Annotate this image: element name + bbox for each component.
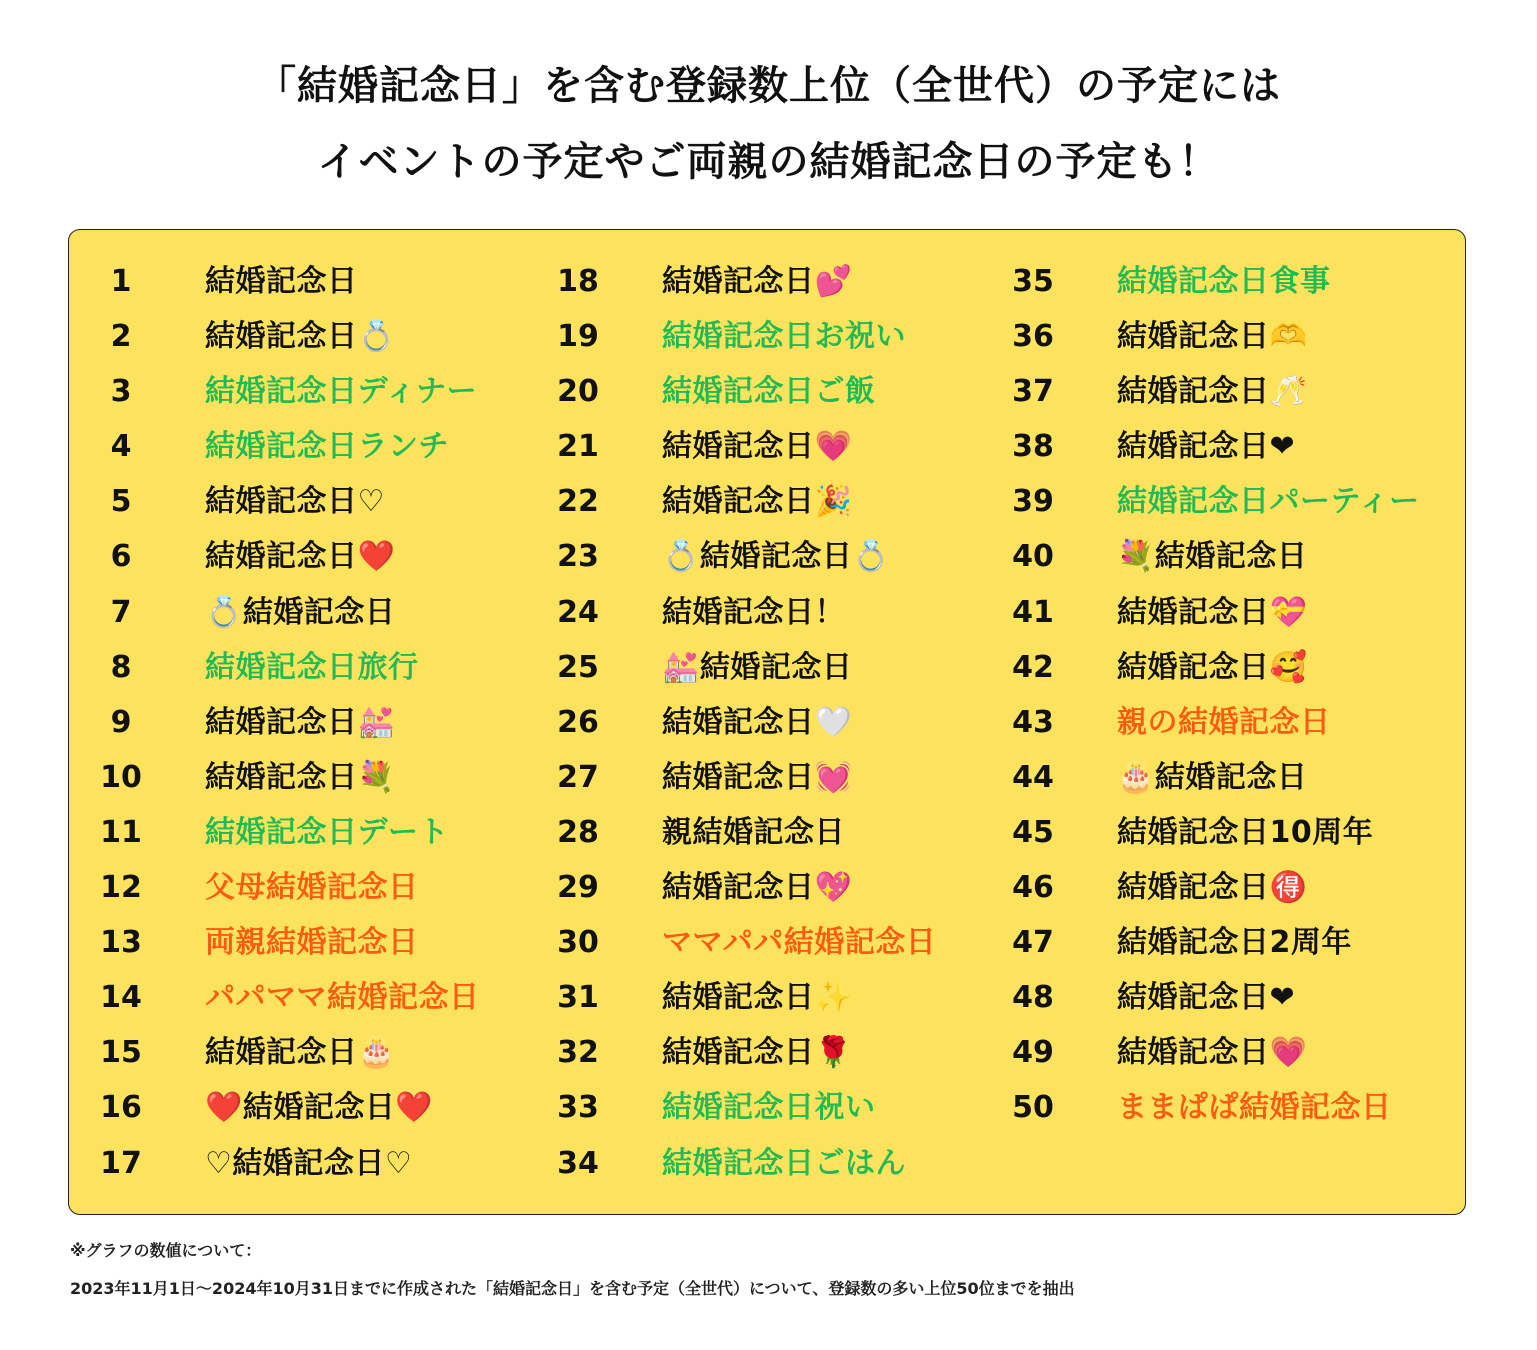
rank-label: 結婚記念日: [205, 264, 358, 299]
ranking-item: [69, 585, 519, 640]
rank-number: 15: [100, 1035, 142, 1071]
rank-label: 結婚記念日パーティー: [1117, 484, 1420, 520]
ranking-item: [981, 750, 1431, 805]
ranking-item: [526, 640, 976, 695]
rank-number: 46: [1012, 870, 1054, 906]
rank-number: 4: [110, 429, 132, 465]
rank-number: 24: [557, 594, 599, 630]
rank-label: 結婚記念日💒: [205, 704, 396, 740]
rank-number: 18: [557, 264, 599, 299]
rank-label: 結婚記念日旅行: [205, 649, 419, 685]
rank-label: 🎂結婚記念日: [1117, 759, 1308, 795]
rank-number: 8: [110, 649, 132, 685]
rank-label: 結婚記念日10周年: [1117, 814, 1374, 850]
rank-number: 6: [110, 539, 132, 575]
rank-number: 20: [557, 374, 599, 410]
rank-number: 35: [1012, 264, 1054, 299]
ranking-item: [981, 805, 1431, 860]
rank-number: 10: [100, 759, 142, 795]
ranking-item: [526, 585, 976, 640]
ranking-item: [69, 1080, 519, 1135]
ranking-item: [981, 970, 1431, 1025]
rank-label: 結婚記念日❤: [1117, 429, 1296, 465]
ranking-item: [69, 309, 519, 364]
ranking-item: [69, 474, 519, 529]
ranking-item: [526, 750, 976, 805]
rank-label: 親の結婚記念日: [1117, 704, 1331, 740]
rank-number: 47: [1012, 925, 1054, 961]
rank-number: 5: [110, 484, 132, 520]
ranking-item: [526, 1136, 976, 1191]
ranking-item: [526, 970, 976, 1025]
rank-label: 結婚記念日💗: [662, 429, 853, 465]
rank-number: 36: [1012, 319, 1054, 355]
footnote-heading: ※グラフの数値について：: [70, 1241, 262, 1260]
rank-label: 結婚記念日💖: [662, 870, 853, 906]
headline-line-2: イベントの予定やご両親の結婚記念日の予定も！: [317, 139, 1220, 185]
rank-label: 結婚記念日🌹: [662, 1035, 853, 1071]
ranking-item: [69, 640, 519, 695]
rank-label: 結婚記念日🥂: [1117, 374, 1308, 410]
ranking-item: [69, 970, 519, 1025]
ranking-item: [981, 640, 1431, 695]
ranking-panel: [68, 229, 1466, 1215]
rank-number: 21: [557, 429, 599, 465]
rank-number: 12: [100, 870, 142, 906]
rank-label: 結婚記念日💐: [205, 759, 396, 795]
ranking-item: [981, 529, 1431, 584]
rank-number: 19: [557, 319, 599, 355]
rank-label: 結婚記念日💓: [662, 759, 853, 795]
rank-label: 結婚記念日💝: [1117, 594, 1308, 630]
ranking-item: [981, 695, 1431, 750]
rank-label: 結婚記念日ディナー: [205, 374, 478, 410]
ranking-item: [981, 1080, 1431, 1135]
ranking-item: [69, 695, 519, 750]
ranking-item: [981, 860, 1431, 915]
ranking-item: [69, 750, 519, 805]
rank-label: 結婚記念日ごはん: [662, 1145, 906, 1181]
rank-number: 11: [100, 814, 142, 850]
ranking-item: [69, 1136, 519, 1191]
rank-label: 結婚記念日🤍: [662, 704, 853, 740]
rank-label: 結婚記念日💕: [662, 264, 853, 299]
rank-number: 25: [557, 649, 599, 685]
footnote-description: 2023年11月1日～2024年10月31日までに作成された「結婚記念日」を含む予定（全世代）について、登録数の多い上位50位までを抽出: [70, 1279, 1075, 1298]
rank-label: 結婚記念日お祝い: [662, 319, 906, 355]
rank-number: 3: [110, 374, 132, 410]
rank-number: 38: [1012, 429, 1054, 465]
ranking-item: [526, 1080, 976, 1135]
rank-number: 1: [110, 264, 132, 299]
rank-label: 結婚記念日💗: [1117, 1035, 1308, 1071]
rank-label: ❤️結婚記念日❤️: [205, 1090, 434, 1126]
ranking-item: [526, 364, 976, 419]
rank-number: 43: [1012, 704, 1054, 740]
rank-number: 23: [557, 539, 599, 575]
rank-label: 親結婚記念日: [662, 814, 845, 850]
rank-number: 7: [110, 594, 132, 630]
ranking-item: [69, 805, 519, 860]
ranking-item: [526, 695, 976, 750]
ranking-column-3: [981, 254, 1431, 1136]
rank-label: パパママ結婚記念日: [205, 980, 480, 1016]
rank-label: 結婚記念日！: [662, 594, 845, 630]
rank-number: 32: [557, 1035, 599, 1071]
rank-number: 27: [557, 759, 599, 795]
rank-number: 40: [1012, 539, 1054, 575]
ranking-item: [981, 585, 1431, 640]
ranking-column-1: [69, 254, 519, 1191]
ranking-item: [526, 915, 976, 970]
rank-label: 💍結婚記念日💍: [662, 539, 891, 575]
rank-number: 22: [557, 484, 599, 520]
rank-number: 37: [1012, 374, 1054, 410]
rank-number: 48: [1012, 980, 1054, 1016]
rank-label: 結婚記念日🎉: [662, 484, 853, 520]
rank-number: 2: [110, 319, 132, 355]
headline-line-1: 「結婚記念日」を含む登録数上位（全世代）の予定には: [256, 63, 1281, 109]
ranking-item: [526, 860, 976, 915]
rank-number: 26: [557, 704, 599, 740]
rank-number: 28: [557, 814, 599, 850]
rank-label: 結婚記念日❤: [1117, 980, 1296, 1016]
ranking-item: [526, 1025, 976, 1080]
rank-number: 34: [557, 1145, 599, 1181]
ranking-item: [69, 1025, 519, 1080]
ranking-item: [981, 254, 1431, 309]
rank-label: 結婚記念日🫶: [1117, 319, 1308, 355]
rank-label: 両親結婚記念日: [205, 925, 419, 961]
rank-label: 💒結婚記念日: [662, 649, 853, 685]
ranking-item: [69, 254, 519, 309]
ranking-item: [69, 915, 519, 970]
rank-number: 33: [557, 1090, 599, 1126]
rank-label: ♡結婚記念日♡: [205, 1145, 413, 1181]
ranking-item: [526, 805, 976, 860]
rank-label: 父母結婚記念日: [205, 870, 419, 906]
rank-label: 結婚記念日🥰: [1117, 649, 1308, 685]
rank-number: 9: [110, 704, 132, 740]
rank-number: 45: [1012, 814, 1054, 850]
ranking-item: [526, 474, 976, 529]
rank-label: 結婚記念日食事: [1117, 264, 1331, 299]
rank-label: 結婚記念日♡: [205, 484, 385, 520]
rank-number: 13: [100, 925, 142, 961]
rank-number: 42: [1012, 649, 1054, 685]
rank-label: 💍結婚記念日: [205, 594, 396, 630]
ranking-item: [526, 254, 976, 309]
ranking-item: [69, 529, 519, 584]
ranking-column-2: [526, 254, 976, 1191]
rank-number: 49: [1012, 1035, 1054, 1071]
rank-number: 14: [100, 980, 142, 1016]
ranking-item: [981, 309, 1431, 364]
rank-number: 31: [557, 980, 599, 1016]
rank-number: 16: [100, 1090, 142, 1126]
rank-label: 結婚記念日祝い: [662, 1090, 876, 1126]
rank-number: 41: [1012, 594, 1054, 630]
ranking-item: [981, 474, 1431, 529]
ranking-item: [981, 364, 1431, 419]
rank-label: 結婚記念日ランチ: [205, 429, 449, 465]
ranking-item: [526, 529, 976, 584]
rank-label: ままぱぱ結婚記念日: [1117, 1090, 1392, 1126]
rank-number: 50: [1012, 1090, 1054, 1126]
rank-label: 結婚記念日ご飯: [662, 374, 876, 410]
ranking-item: [981, 1025, 1431, 1080]
ranking-item: [69, 364, 519, 419]
rank-number: 39: [1012, 484, 1054, 520]
rank-label: 結婚記念日🉐: [1117, 870, 1308, 906]
rank-label: ママパパ結婚記念日: [662, 925, 937, 961]
rank-number: 29: [557, 870, 599, 906]
rank-number: 17: [100, 1145, 142, 1181]
ranking-item: [981, 419, 1431, 474]
ranking-item: [526, 309, 976, 364]
rank-label: 💐結婚記念日: [1117, 539, 1308, 575]
rank-label: 結婚記念日デート: [205, 814, 449, 850]
ranking-item: [981, 915, 1431, 970]
rank-number: 44: [1012, 759, 1054, 795]
rank-number: 30: [557, 925, 599, 961]
rank-label: 結婚記念日✨: [662, 980, 853, 1016]
ranking-item: [526, 419, 976, 474]
ranking-item: [69, 860, 519, 915]
rank-label: 結婚記念日2周年: [1117, 925, 1352, 961]
ranking-item: [69, 419, 519, 474]
rank-label: 結婚記念日🎂: [205, 1035, 396, 1071]
rank-label: 結婚記念日❤️: [205, 539, 396, 575]
rank-label: 結婚記念日💍: [205, 319, 396, 355]
